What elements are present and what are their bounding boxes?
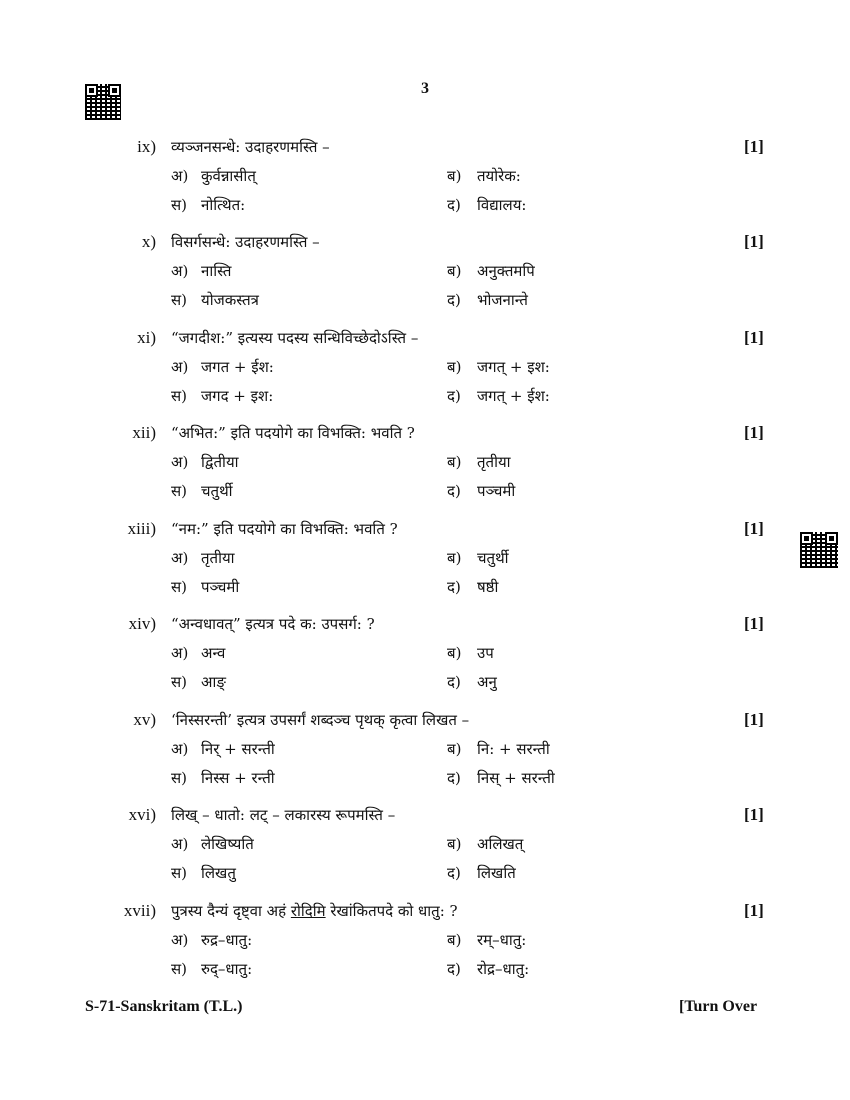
option-c — [171, 768, 275, 788]
option-text: उप — [477, 644, 494, 662]
question-text — [171, 901, 458, 921]
option-label: स) — [171, 387, 187, 405]
page-number: 3 — [421, 80, 429, 97]
option-d — [447, 863, 516, 883]
option-text: रोद्र–धातु: — [477, 960, 530, 978]
option-d — [447, 290, 528, 310]
option-c — [171, 577, 239, 597]
option-text: लेखिष्यति — [201, 835, 254, 853]
option-text: जगत + ईश: — [201, 358, 274, 376]
option-label: स) — [171, 673, 187, 691]
option-text: नास्ति — [201, 262, 232, 280]
option-label: द) — [447, 387, 461, 405]
option-c — [171, 959, 252, 979]
option-text: भोजनान्ते — [477, 291, 528, 309]
question-xv — [0, 710, 850, 800]
option-text: षष्ठी — [477, 578, 499, 596]
option-label: ब) — [447, 262, 462, 280]
option-label: अ) — [171, 167, 189, 185]
option-label: अ) — [171, 835, 189, 853]
option-text: पञ्चमी — [477, 482, 516, 500]
option-d — [447, 577, 498, 597]
option-text: अन्व — [201, 644, 226, 662]
option-label: ब) — [447, 835, 462, 853]
option-text: अनुक्तमपि — [477, 262, 535, 280]
question-xi — [0, 328, 850, 418]
option-text: जगत् + इश: — [477, 358, 550, 376]
question-text-part: रेखांकितपदे को धातु: ? — [325, 902, 458, 920]
marks: [1] — [744, 232, 764, 251]
option-text: रुद्र–धातु: — [201, 931, 253, 949]
question-number: xiv) — [128, 614, 156, 633]
option-b — [447, 452, 511, 472]
option-label: स) — [171, 482, 187, 500]
option-label: द) — [447, 864, 461, 882]
option-b — [447, 930, 526, 950]
option-text: जगद + इश: — [201, 387, 274, 405]
option-label: अ) — [171, 549, 189, 567]
option-text: द्वितीया — [201, 453, 239, 471]
option-text: अनु — [477, 673, 497, 691]
question-text: लिख् – धातो: लट् – लकारस्य रूपमस्ति – — [171, 806, 396, 824]
option-b — [447, 834, 523, 854]
option-b — [447, 166, 521, 186]
option-text: तृतीया — [477, 453, 511, 471]
option-text: चतुर्थी — [201, 482, 233, 500]
option-text: लिखति — [477, 864, 516, 882]
option-label: ब) — [447, 644, 462, 662]
question-text: “अन्वधावत्” इत्यत्र पदे क: उपसर्ग: ? — [171, 615, 375, 633]
question-text-part: पुत्रस्य दैन्यं दृष्ट्वा अहं — [171, 902, 291, 920]
option-label: स) — [171, 769, 187, 787]
option-c — [171, 863, 236, 883]
option-label: अ) — [171, 358, 189, 376]
underlined-word: रोदिमि — [290, 902, 326, 920]
option-b — [447, 643, 494, 663]
option-text: चतुर्थी — [477, 549, 509, 567]
option-b — [447, 739, 550, 759]
option-label: अ) — [171, 262, 189, 280]
question-number: xii) — [132, 423, 156, 442]
option-d — [447, 672, 497, 692]
option-label: ब) — [447, 453, 462, 471]
option-c — [171, 672, 226, 692]
option-b — [447, 548, 509, 568]
marks: [1] — [744, 137, 764, 156]
option-text: नि: + सरन्ती — [477, 740, 550, 758]
option-label: ब) — [447, 167, 462, 185]
option-text: विद्यालय: — [477, 196, 527, 214]
option-b — [447, 261, 535, 281]
option-label: ब) — [447, 740, 462, 758]
option-a — [171, 548, 235, 568]
option-label: स) — [171, 291, 187, 309]
marks: [1] — [744, 519, 764, 538]
option-label: स) — [171, 196, 187, 214]
option-text: निस्स + रन्ती — [201, 769, 275, 787]
question-ix — [0, 137, 850, 227]
option-label: ब) — [447, 549, 462, 567]
option-text: निस् + सरन्ती — [477, 769, 555, 787]
option-label: द) — [447, 960, 461, 978]
marks: [1] — [744, 423, 764, 442]
option-text: तयोरेक: — [477, 167, 521, 185]
option-b — [447, 357, 550, 377]
question-x — [0, 232, 850, 322]
option-text: योजकस्तत्र — [201, 291, 259, 309]
option-label: स) — [171, 960, 187, 978]
option-a — [171, 739, 275, 759]
option-a — [171, 357, 274, 377]
option-label: स) — [171, 864, 187, 882]
question-number: xv) — [133, 710, 156, 729]
option-text: आङ् — [201, 673, 226, 691]
option-text: नोत्थित: — [201, 196, 246, 214]
marks: [1] — [744, 901, 764, 920]
question-number: xiii) — [127, 519, 156, 538]
option-label: अ) — [171, 453, 189, 471]
option-label: अ) — [171, 740, 189, 758]
option-label: अ) — [171, 931, 189, 949]
option-label: द) — [447, 291, 461, 309]
option-label: द) — [447, 578, 461, 596]
option-label: ब) — [447, 358, 462, 376]
option-label: द) — [447, 769, 461, 787]
question-xvi — [0, 805, 850, 895]
option-a — [171, 930, 252, 950]
option-text: रम्–धातु: — [477, 931, 527, 949]
question-xiv — [0, 614, 850, 704]
option-label: द) — [447, 673, 461, 691]
option-text: अलिखत् — [477, 835, 524, 853]
question-xvii — [0, 901, 850, 991]
option-d — [447, 195, 526, 215]
option-d — [447, 481, 515, 501]
option-a — [171, 166, 256, 186]
option-a — [171, 452, 239, 472]
option-label: द) — [447, 482, 461, 500]
option-text: निर् + सरन्ती — [201, 740, 275, 758]
question-number: xvii) — [123, 901, 156, 920]
option-a — [171, 261, 231, 281]
question-xiii — [0, 519, 850, 609]
turn-over-label: [Turn Over — [679, 998, 758, 1015]
marks: [1] — [744, 710, 764, 729]
question-text: “नम:” इति पदयोगे का विभक्ति: भवति ? — [171, 520, 398, 538]
question-text: व्यञ्जनसन्धे: उदाहरणमस्ति – — [171, 138, 330, 156]
question-number: xi) — [137, 328, 156, 347]
option-c — [171, 386, 273, 406]
option-a — [171, 643, 225, 663]
option-d — [447, 386, 550, 406]
option-label: अ) — [171, 644, 189, 662]
option-d — [447, 768, 555, 788]
option-text: पञ्चमी — [201, 578, 240, 596]
option-c — [171, 481, 233, 501]
option-label: स) — [171, 578, 187, 596]
option-c — [171, 290, 259, 310]
option-text: तृतीया — [201, 549, 235, 567]
option-c — [171, 195, 245, 215]
question-text: “अभित:” इति पदयोगे का विभक्ति: भवति ? — [171, 424, 415, 442]
marks: [1] — [744, 614, 764, 633]
option-a — [171, 834, 254, 854]
question-text: विसर्गसन्धे: उदाहरणमस्ति – — [171, 233, 320, 251]
option-text: जगत् + ईश: — [477, 387, 550, 405]
option-d — [447, 959, 529, 979]
marks: [1] — [744, 328, 764, 347]
paper-code: S-71-Sanskritam (T.L.) — [85, 998, 243, 1015]
option-text: रुद्–धातु: — [201, 960, 253, 978]
question-text: “जगदीश:” इत्यस्य पदस्य सन्धिविच्छेदोऽस्ति – — [171, 329, 419, 347]
question-number: ix) — [137, 137, 156, 156]
question-number: x) — [141, 232, 156, 251]
option-text: कुर्वन्नासीत् — [201, 167, 256, 185]
question-number: xvi) — [128, 805, 156, 824]
option-label: ब) — [447, 931, 462, 949]
marks: [1] — [744, 805, 764, 824]
option-label: द) — [447, 196, 461, 214]
question-text: ‘निस्सरन्ती’ इत्यत्र उपसर्गं शब्दञ्च पृथक् कृत्वा लिखत – — [171, 711, 470, 729]
option-text: लिखतु — [201, 864, 236, 882]
question-xii — [0, 423, 850, 513]
